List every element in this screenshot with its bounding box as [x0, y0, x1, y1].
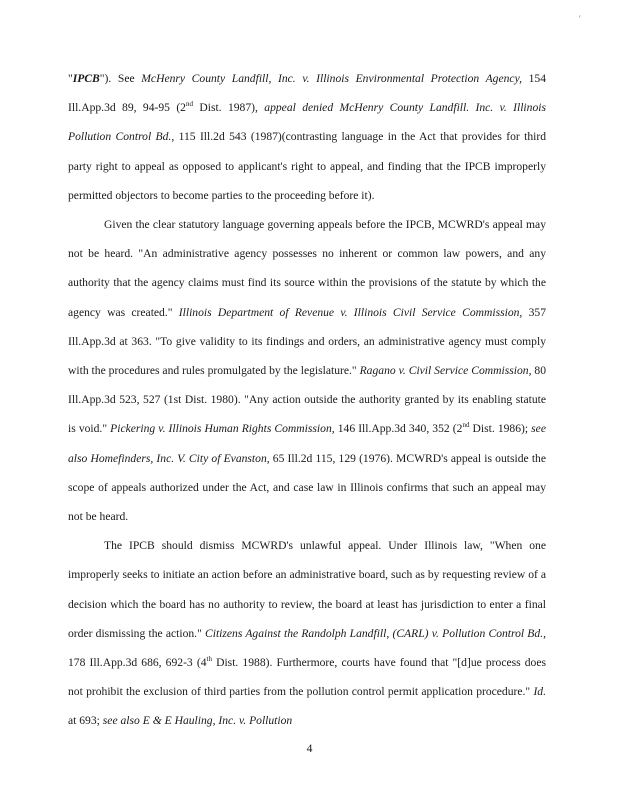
p2-text-2: 357 Ill.App.3d at 363. "To give validity to its findings and orders, an administrative agency must comply with the procedures and rules promulgated by the legislature.": [68, 305, 547, 378]
paragraph-2: [68, 210, 546, 531]
p3-citation-ee-hauling: see also E & E Hauling, Inc. v. Pollution: [102, 714, 293, 728]
body-text: [68, 64, 546, 736]
p3-superscript-th: th: [206, 655, 212, 664]
paragraph-3: [68, 531, 546, 735]
p1-text-1: ": [68, 72, 73, 85]
page-number: 4: [306, 742, 313, 755]
p3-text-3: Dist. 1988). Furthermore, courts have found that "[d]ue process does not prohibit the exclusion of third parties from the pollution control permit application procedure.": [68, 656, 547, 699]
p1-text-4: Dist. 1987),: [192, 101, 265, 115]
p1-citation-appeal-denied: appeal denied McHenry County Landfill. Inc. v. Illinois Pollution Control Bd.,: [68, 101, 546, 144]
p2-text-1: Given the clear statutory language governing appeals before the IPCB, MCWRD's appeal may not be heard. "An administrative agency possesses no inherent or common law powers, and any authority that the agency claims must find its source within the provisions of the statute by which the agency was created.": [68, 218, 546, 319]
p3-citation-carl: Citizens Against the Randolph Landfill, (CARL) v. Pollution Control Bd.,: [205, 626, 546, 640]
p2-citation-pickering: Pickering v. Illinois Human Rights Commission,: [110, 422, 335, 436]
p2-superscript-nd: nd: [462, 421, 470, 430]
paragraph-1: [68, 64, 546, 210]
p1-text-5: 115 Ill.2d 543 (1987)(contrasting language in the Act that provides for third party right to appeal as opposed to applicant's right to appeal, and finding that the IPCB improperly permitted objectors to become parties to the proceeding before it).: [68, 130, 546, 202]
p1-citation-mchenry: McHenry County Landfill, Inc. v. Illinois Environmental Protection Agency,: [141, 72, 522, 85]
p1-abbrev-ipcb: IPCB: [72, 72, 100, 85]
p2-citation-homefinders: see also Homefinders, Inc. V. City of Evanston,: [68, 422, 546, 465]
p2-citation-ragano: Ragano v. Civil Service Commission,: [359, 364, 532, 378]
p1-text-3: 154 Ill.App.3d 89, 94-95 (2: [68, 72, 546, 115]
p2-citation-revenue: Illinois Department of Revenue v. Illinois Civil Service Commission,: [178, 305, 523, 319]
corner-mark: ': [579, 14, 581, 24]
p3-citation-id: Id.: [533, 685, 546, 699]
p3-text-2: 178 Ill.App.3d 686, 692-3 (4: [68, 656, 207, 670]
p2-text-3: 80 Ill.App.3d 523, 527 (1st Dist. 1980). "Any action outside the authority granted by its enabling statute is void.": [68, 364, 546, 436]
p2-text-6: 65 Ill.2d 115, 129 (1976). MCWRD's appeal is outside the scope of appeals authorized under the Act, and case law in Illinois confirms that such an appeal may not be heard.: [68, 451, 546, 524]
p2-text-5: Dist. 1986);: [469, 422, 532, 436]
p2-text-4: 146 Ill.App.3d 340, 352 (2: [334, 422, 463, 436]
p1-text-2: "). See: [99, 72, 142, 85]
p3-text-4: at 693;: [68, 714, 103, 728]
p3-text-1: The IPCB should dismiss MCWRD's unlawful appeal. Under Illinois law, "When one improperly seeks to initiate an action before an administrative board, such as by requesting review of a decision which the board has no authority to review, the board at least has jurisdiction to enter a final order dismissing the action.": [68, 539, 546, 640]
p1-superscript-nd: nd: [185, 100, 193, 109]
